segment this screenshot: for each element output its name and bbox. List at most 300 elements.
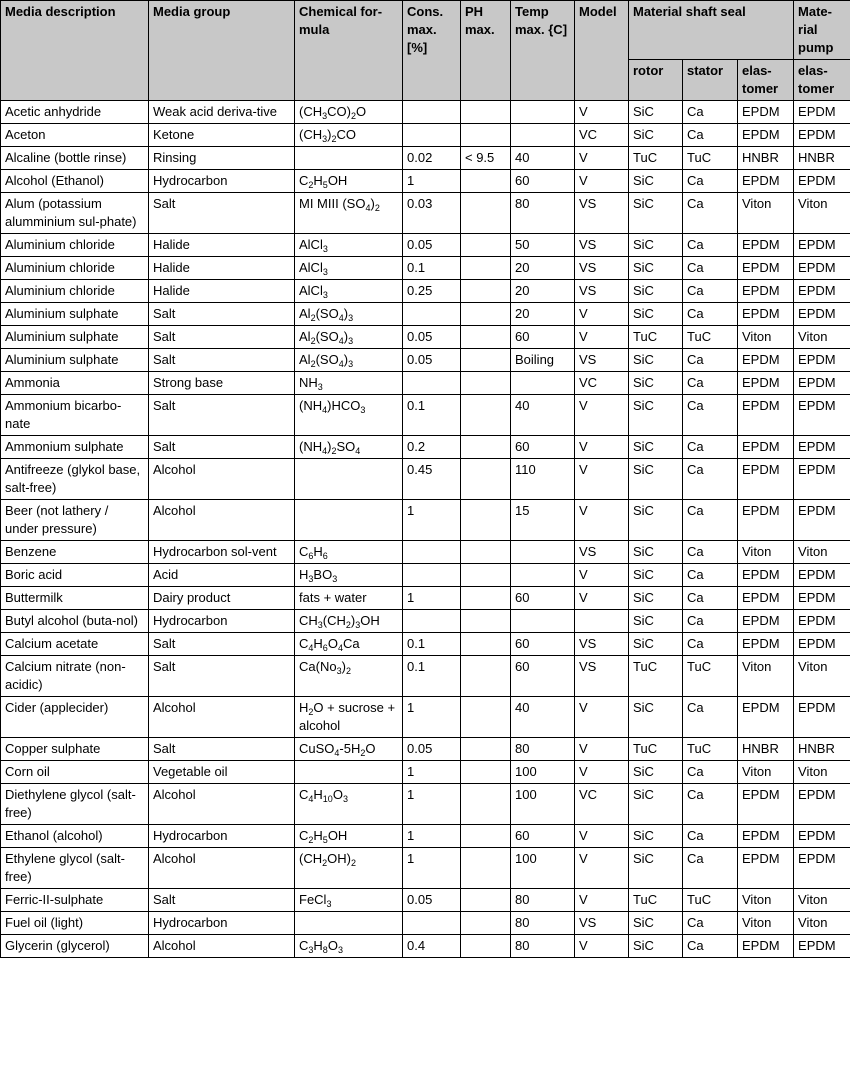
cell-pump-elastomer: Viton: [794, 326, 850, 349]
cell-pump-elastomer: Viton: [794, 656, 850, 697]
table-row: [1, 697, 850, 738]
cell-cons-max: [403, 912, 461, 935]
cell-ph-max: [461, 500, 511, 541]
cell-seal-elastomer: EPDM: [738, 257, 794, 280]
cell-pump-elastomer: EPDM: [794, 372, 850, 395]
cell-media-description: Aceton: [1, 124, 149, 147]
cell-ph-max: [461, 784, 511, 825]
cell-rotor: SiC: [629, 349, 683, 372]
cell-cons-max: [403, 303, 461, 326]
cell-temp-max: [511, 564, 575, 587]
cell-cons-max: 1: [403, 500, 461, 541]
cell-media-description: Ethylene glycol (salt-free): [1, 848, 149, 889]
cell-media-group: Vegetable oil: [149, 761, 295, 784]
cell-pump-elastomer: EPDM: [794, 633, 850, 656]
cell-ph-max: [461, 587, 511, 610]
cell-temp-max: 40: [511, 147, 575, 170]
cell-stator: Ca: [683, 124, 738, 147]
cell-model: V: [575, 761, 629, 784]
cell-stator: TuC: [683, 889, 738, 912]
cell-temp-max: 20: [511, 280, 575, 303]
header-stator: stator: [683, 60, 738, 101]
cell-pump-elastomer: EPDM: [794, 935, 850, 958]
cell-stator: TuC: [683, 326, 738, 349]
cell-cons-max: [403, 564, 461, 587]
cell-stator: Ca: [683, 633, 738, 656]
cell-seal-elastomer: EPDM: [738, 395, 794, 436]
cell-model: V: [575, 101, 629, 124]
cell-pump-elastomer: EPDM: [794, 459, 850, 500]
cell-media-description: Aluminium sulphate: [1, 303, 149, 326]
cell-media-group: Alcohol: [149, 500, 295, 541]
cell-rotor: TuC: [629, 738, 683, 761]
cell-temp-max: 15: [511, 500, 575, 541]
cell-media-description: Copper sulphate: [1, 738, 149, 761]
cell-seal-elastomer: HNBR: [738, 147, 794, 170]
cell-seal-elastomer: EPDM: [738, 564, 794, 587]
cell-temp-max: 60: [511, 436, 575, 459]
cell-model: V: [575, 935, 629, 958]
cell-cons-max: 0.05: [403, 349, 461, 372]
cell-seal-elastomer: EPDM: [738, 610, 794, 633]
cell-stator: Ca: [683, 372, 738, 395]
cell-cons-max: 1: [403, 587, 461, 610]
cell-rotor: TuC: [629, 326, 683, 349]
cell-seal-elastomer: Viton: [738, 889, 794, 912]
cell-pump-elastomer: HNBR: [794, 738, 850, 761]
table-row: [1, 234, 850, 257]
cell-rotor: SiC: [629, 761, 683, 784]
cell-model: V: [575, 587, 629, 610]
cell-media-description: Benzene: [1, 541, 149, 564]
cell-ph-max: [461, 935, 511, 958]
cell-media-description: Aluminium chloride: [1, 280, 149, 303]
cell-ph-max: [461, 124, 511, 147]
cell-rotor: SiC: [629, 234, 683, 257]
cell-ph-max: [461, 825, 511, 848]
cell-pump-elastomer: EPDM: [794, 170, 850, 193]
cell-stator: Ca: [683, 280, 738, 303]
cell-temp-max: 40: [511, 395, 575, 436]
cell-chemical-formula: AlCl$_3$: [295, 257, 403, 280]
cell-rotor: SiC: [629, 564, 683, 587]
cell-ph-max: [461, 633, 511, 656]
cell-temp-max: 50: [511, 234, 575, 257]
cell-media-description: Calcium acetate: [1, 633, 149, 656]
cell-cons-max: 1: [403, 784, 461, 825]
cell-temp-max: [511, 101, 575, 124]
cell-chemical-formula: [295, 912, 403, 935]
cell-rotor: SiC: [629, 912, 683, 935]
cell-seal-elastomer: HNBR: [738, 738, 794, 761]
cell-media-group: Hydrocarbon: [149, 610, 295, 633]
cell-model: VS: [575, 280, 629, 303]
cell-media-group: Hydrocarbon: [149, 825, 295, 848]
cell-seal-elastomer: Viton: [738, 326, 794, 349]
cell-media-group: Salt: [149, 193, 295, 234]
cell-ph-max: [461, 395, 511, 436]
cell-model: [575, 610, 629, 633]
cell-media-description: Diethylene glycol (salt-free): [1, 784, 149, 825]
cell-model: V: [575, 459, 629, 500]
cell-chemical-formula: [295, 761, 403, 784]
cell-stator: Ca: [683, 848, 738, 889]
cell-rotor: SiC: [629, 280, 683, 303]
cell-temp-max: 80: [511, 738, 575, 761]
cell-stator: Ca: [683, 395, 738, 436]
cell-model: VC: [575, 124, 629, 147]
cell-rotor: SiC: [629, 825, 683, 848]
cell-media-description: Cider (applecider): [1, 697, 149, 738]
cell-rotor: SiC: [629, 500, 683, 541]
cell-rotor: SiC: [629, 170, 683, 193]
cell-media-description: Butyl alcohol (buta-nol): [1, 610, 149, 633]
cell-temp-max: 100: [511, 848, 575, 889]
cell-stator: Ca: [683, 500, 738, 541]
cell-temp-max: 60: [511, 633, 575, 656]
cell-seal-elastomer: EPDM: [738, 124, 794, 147]
cell-ph-max: [461, 541, 511, 564]
cell-seal-elastomer: Viton: [738, 541, 794, 564]
cell-media-group: Alcohol: [149, 784, 295, 825]
cell-pump-elastomer: EPDM: [794, 564, 850, 587]
cell-model: VS: [575, 257, 629, 280]
cell-seal-elastomer: EPDM: [738, 280, 794, 303]
cell-media-description: Aluminium chloride: [1, 234, 149, 257]
cell-seal-elastomer: EPDM: [738, 587, 794, 610]
cell-media-description: Ammonium bicarbo-nate: [1, 395, 149, 436]
cell-temp-max: 60: [511, 656, 575, 697]
header-rotor: rotor: [629, 60, 683, 101]
cell-media-group: Strong base: [149, 372, 295, 395]
cell-model: VS: [575, 234, 629, 257]
cell-model: VS: [575, 633, 629, 656]
cell-model: VS: [575, 541, 629, 564]
cell-chemical-formula: $(NH_4)_2SO_4$: [295, 436, 403, 459]
cell-seal-elastomer: EPDM: [738, 784, 794, 825]
cell-media-description: Beer (not lathery / under pressure): [1, 500, 149, 541]
cell-media-group: Alcohol: [149, 848, 295, 889]
cell-chemical-formula: $Al_2(SO_4)_3$: [295, 349, 403, 372]
cell-pump-elastomer: Viton: [794, 912, 850, 935]
cell-media-group: Halide: [149, 257, 295, 280]
cell-cons-max: 1: [403, 761, 461, 784]
cell-cons-max: 0.05: [403, 889, 461, 912]
cell-temp-max: Boiling: [511, 349, 575, 372]
table-row: [1, 784, 850, 825]
cell-chemical-formula: $(CH_3)_2CO$: [295, 124, 403, 147]
cell-ph-max: [461, 234, 511, 257]
header-material-shaft-seal: Material shaft seal: [629, 1, 794, 60]
cell-ph-max: [461, 326, 511, 349]
cell-ph-max: [461, 436, 511, 459]
cell-model: V: [575, 889, 629, 912]
cell-stator: Ca: [683, 101, 738, 124]
cell-pump-elastomer: EPDM: [794, 303, 850, 326]
cell-media-group: Alcohol: [149, 935, 295, 958]
cell-model: V: [575, 395, 629, 436]
header-material-pump: Mate-rial pump: [794, 1, 850, 60]
cell-pump-elastomer: EPDM: [794, 234, 850, 257]
cell-model: VC: [575, 372, 629, 395]
cell-chemical-formula: FeCl$_3$: [295, 889, 403, 912]
cell-seal-elastomer: EPDM: [738, 349, 794, 372]
cell-temp-max: [511, 541, 575, 564]
header-media-description: Media description: [1, 1, 149, 101]
header-pump-elastomer: elas-tomer: [794, 60, 850, 101]
cell-media-group: Acid: [149, 564, 295, 587]
cell-cons-max: 0.05: [403, 234, 461, 257]
cell-stator: TuC: [683, 738, 738, 761]
cell-cons-max: 0.05: [403, 326, 461, 349]
cell-stator: Ca: [683, 170, 738, 193]
cell-temp-max: 80: [511, 912, 575, 935]
cell-ph-max: [461, 257, 511, 280]
cell-pump-elastomer: EPDM: [794, 280, 850, 303]
cell-ph-max: [461, 848, 511, 889]
cell-cons-max: [403, 124, 461, 147]
cell-chemical-formula: [295, 500, 403, 541]
cell-stator: Ca: [683, 825, 738, 848]
cell-chemical-formula: $H_3BO_3$: [295, 564, 403, 587]
cell-seal-elastomer: EPDM: [738, 459, 794, 500]
cell-chemical-formula: AlCl$_3$: [295, 280, 403, 303]
cell-stator: Ca: [683, 935, 738, 958]
cell-stator: Ca: [683, 436, 738, 459]
cell-model: V: [575, 825, 629, 848]
cell-cons-max: 0.1: [403, 395, 461, 436]
cell-chemical-formula: $C_4H_{10}O_3$: [295, 784, 403, 825]
cell-stator: Ca: [683, 193, 738, 234]
cell-model: V: [575, 738, 629, 761]
header-cons-max: Cons. max. [%]: [403, 1, 461, 101]
table-row: [1, 147, 850, 170]
cell-media-group: Halide: [149, 234, 295, 257]
cell-seal-elastomer: EPDM: [738, 372, 794, 395]
cell-seal-elastomer: Viton: [738, 656, 794, 697]
table-body: [1, 101, 850, 958]
cell-cons-max: 1: [403, 170, 461, 193]
cell-chemical-formula: $(NH_4)HCO_3$: [295, 395, 403, 436]
cell-rotor: SiC: [629, 124, 683, 147]
cell-pump-elastomer: Viton: [794, 761, 850, 784]
cell-pump-elastomer: EPDM: [794, 395, 850, 436]
cell-pump-elastomer: EPDM: [794, 784, 850, 825]
cell-temp-max: 100: [511, 784, 575, 825]
cell-media-description: Ammonium sulphate: [1, 436, 149, 459]
cell-chemical-formula: $C_2H_5OH$: [295, 170, 403, 193]
cell-seal-elastomer: Viton: [738, 761, 794, 784]
cell-media-description: Glycerin (glycerol): [1, 935, 149, 958]
cell-model: V: [575, 170, 629, 193]
cell-media-group: Hydrocarbon: [149, 170, 295, 193]
cell-model: VC: [575, 784, 629, 825]
table-row: [1, 459, 850, 500]
cell-seal-elastomer: EPDM: [738, 825, 794, 848]
cell-cons-max: 0.1: [403, 633, 461, 656]
cell-cons-max: 0.4: [403, 935, 461, 958]
table-row: [1, 935, 850, 958]
cell-ph-max: [461, 610, 511, 633]
cell-model: V: [575, 848, 629, 889]
cell-media-description: Aluminium sulphate: [1, 349, 149, 372]
header-model: Model: [575, 1, 629, 101]
cell-pump-elastomer: EPDM: [794, 500, 850, 541]
cell-cons-max: [403, 372, 461, 395]
cell-chemical-formula: $Ca(No_3)_2$: [295, 656, 403, 697]
cell-pump-elastomer: Viton: [794, 193, 850, 234]
cell-stator: Ca: [683, 564, 738, 587]
cell-model: VS: [575, 912, 629, 935]
cell-pump-elastomer: EPDM: [794, 587, 850, 610]
table-row: [1, 848, 850, 889]
cell-seal-elastomer: EPDM: [738, 848, 794, 889]
cell-ph-max: [461, 564, 511, 587]
cell-model: V: [575, 147, 629, 170]
cell-temp-max: 80: [511, 193, 575, 234]
table-row: [1, 610, 850, 633]
cell-temp-max: 40: [511, 697, 575, 738]
cell-media-description: Fuel oil (light): [1, 912, 149, 935]
cell-ph-max: [461, 101, 511, 124]
cell-stator: Ca: [683, 349, 738, 372]
cell-ph-max: [461, 280, 511, 303]
cell-temp-max: 60: [511, 825, 575, 848]
cell-temp-max: 20: [511, 303, 575, 326]
cell-model: V: [575, 303, 629, 326]
cell-ph-max: [461, 912, 511, 935]
table-row: [1, 124, 850, 147]
table-row: [1, 738, 850, 761]
cell-stator: Ca: [683, 234, 738, 257]
table-row: [1, 372, 850, 395]
cell-media-group: Salt: [149, 303, 295, 326]
cell-media-group: Weak acid deriva-tive: [149, 101, 295, 124]
cell-media-group: Salt: [149, 889, 295, 912]
cell-temp-max: 20: [511, 257, 575, 280]
cell-media-group: Ketone: [149, 124, 295, 147]
cell-media-description: Ethanol (alcohol): [1, 825, 149, 848]
cell-temp-max: 80: [511, 935, 575, 958]
cell-seal-elastomer: Viton: [738, 912, 794, 935]
cell-ph-max: [461, 372, 511, 395]
cell-media-group: Dairy product: [149, 587, 295, 610]
cell-temp-max: [511, 610, 575, 633]
cell-stator: Ca: [683, 610, 738, 633]
cell-model: VS: [575, 193, 629, 234]
cell-chemical-formula: $(CH_2OH)_2$: [295, 848, 403, 889]
cell-ph-max: [461, 349, 511, 372]
cell-cons-max: 1: [403, 848, 461, 889]
cell-media-group: Alcohol: [149, 697, 295, 738]
cell-pump-elastomer: Viton: [794, 541, 850, 564]
cell-cons-max: 1: [403, 697, 461, 738]
table-row: [1, 541, 850, 564]
cell-model: V: [575, 326, 629, 349]
cell-rotor: SiC: [629, 935, 683, 958]
cell-rotor: SiC: [629, 101, 683, 124]
cell-rotor: SiC: [629, 395, 683, 436]
cell-media-group: Salt: [149, 656, 295, 697]
cell-stator: Ca: [683, 257, 738, 280]
cell-cons-max: 0.2: [403, 436, 461, 459]
cell-stator: Ca: [683, 912, 738, 935]
cell-stator: Ca: [683, 541, 738, 564]
cell-cons-max: 0.03: [403, 193, 461, 234]
cell-media-group: Salt: [149, 633, 295, 656]
cell-chemical-formula: $C_3H_8O_3$: [295, 935, 403, 958]
cell-rotor: SiC: [629, 303, 683, 326]
cell-model: VS: [575, 656, 629, 697]
table-row: [1, 761, 850, 784]
cell-pump-elastomer: HNBR: [794, 147, 850, 170]
cell-seal-elastomer: EPDM: [738, 303, 794, 326]
cell-seal-elastomer: EPDM: [738, 234, 794, 257]
cell-stator: Ca: [683, 303, 738, 326]
cell-media-description: Alcohol (Ethanol): [1, 170, 149, 193]
cell-rotor: TuC: [629, 889, 683, 912]
cell-rotor: TuC: [629, 147, 683, 170]
cell-chemical-formula: $CuSO_4-5H_2O$: [295, 738, 403, 761]
cell-temp-max: 100: [511, 761, 575, 784]
table-row: [1, 587, 850, 610]
cell-model: V: [575, 697, 629, 738]
cell-media-group: Halide: [149, 280, 295, 303]
cell-temp-max: 80: [511, 889, 575, 912]
cell-pump-elastomer: EPDM: [794, 101, 850, 124]
cell-cons-max: [403, 610, 461, 633]
cell-model: VS: [575, 349, 629, 372]
cell-rotor: TuC: [629, 656, 683, 697]
cell-ph-max: [461, 656, 511, 697]
cell-rotor: SiC: [629, 848, 683, 889]
cell-rotor: SiC: [629, 193, 683, 234]
cell-media-group: Hydrocarbon sol-vent: [149, 541, 295, 564]
table-row: [1, 912, 850, 935]
cell-rotor: SiC: [629, 633, 683, 656]
cell-ph-max: [461, 889, 511, 912]
cell-stator: Ca: [683, 697, 738, 738]
cell-ph-max: < 9.5: [461, 147, 511, 170]
cell-cons-max: 0.1: [403, 257, 461, 280]
cell-seal-elastomer: EPDM: [738, 436, 794, 459]
header-media-group: Media group: [149, 1, 295, 101]
header-temp-max: Temp max. {C]: [511, 1, 575, 101]
cell-cons-max: 0.05: [403, 738, 461, 761]
cell-temp-max: 60: [511, 170, 575, 193]
cell-ph-max: [461, 761, 511, 784]
cell-media-description: Ferric-II-sulphate: [1, 889, 149, 912]
cell-rotor: SiC: [629, 257, 683, 280]
cell-chemical-formula: $Al_2(SO_4)_3$: [295, 303, 403, 326]
table-header: [1, 1, 850, 101]
cell-rotor: SiC: [629, 436, 683, 459]
cell-pump-elastomer: EPDM: [794, 257, 850, 280]
cell-temp-max: [511, 372, 575, 395]
cell-media-group: Salt: [149, 349, 295, 372]
cell-model: V: [575, 436, 629, 459]
cell-pump-elastomer: EPDM: [794, 848, 850, 889]
cell-cons-max: 0.02: [403, 147, 461, 170]
cell-media-group: Salt: [149, 395, 295, 436]
cell-stator: TuC: [683, 656, 738, 697]
cell-seal-elastomer: EPDM: [738, 500, 794, 541]
cell-rotor: SiC: [629, 610, 683, 633]
cell-seal-elastomer: EPDM: [738, 633, 794, 656]
cell-rotor: SiC: [629, 541, 683, 564]
cell-media-description: Acetic anhydride: [1, 101, 149, 124]
cell-stator: Ca: [683, 587, 738, 610]
